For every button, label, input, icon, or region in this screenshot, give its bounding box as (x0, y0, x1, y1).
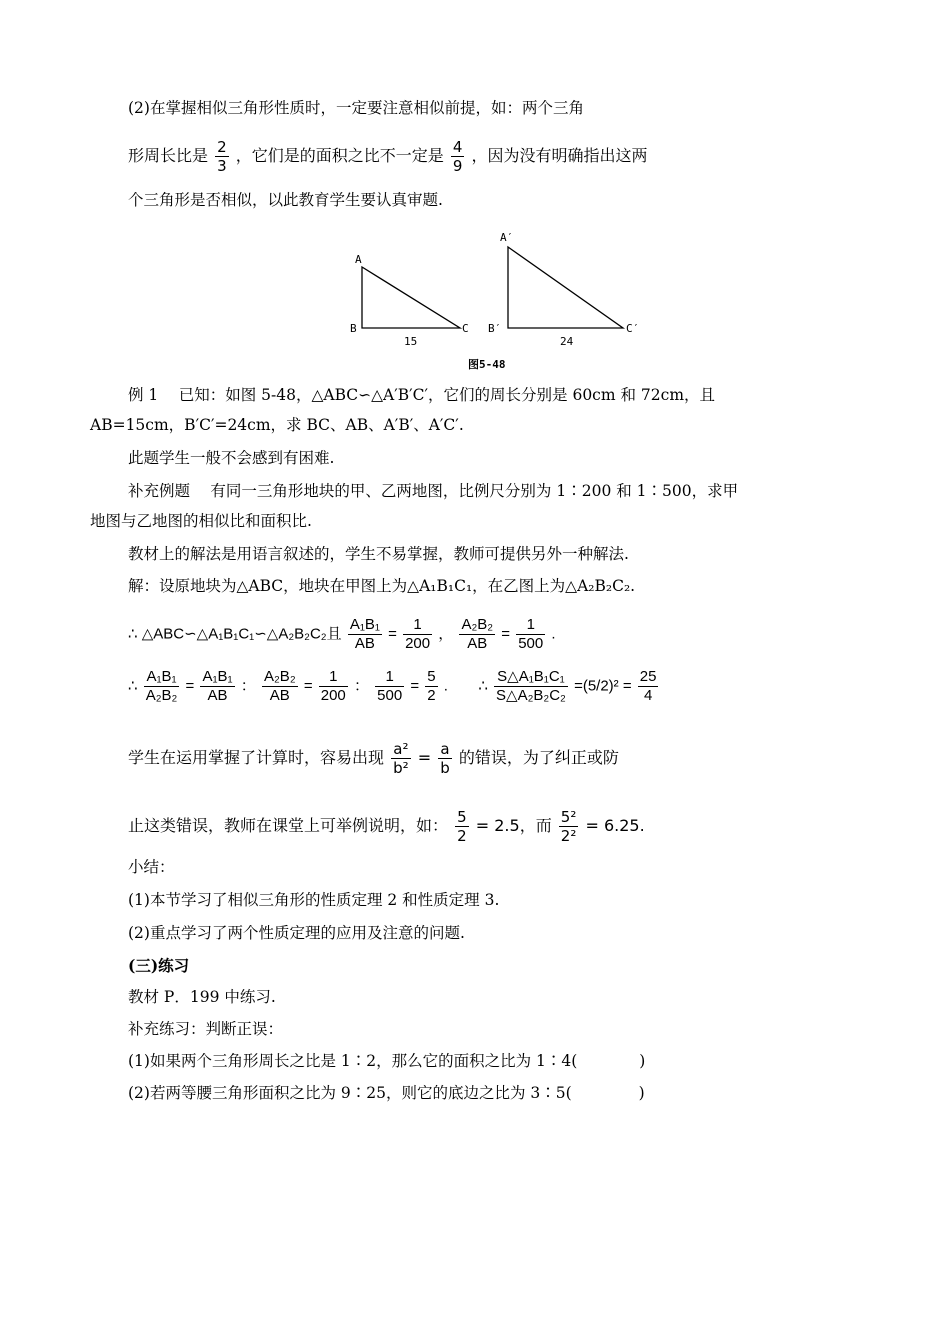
denominator: 2 (457, 827, 467, 845)
denominator: b² (393, 759, 409, 777)
fraction (375, 668, 404, 705)
fraction (559, 808, 579, 845)
fraction (200, 668, 234, 705)
numerator: A₂B₂ (461, 616, 494, 633)
supp-line1: 补充例题 有同一三角形地块的甲、乙两地图，比例尺分别为 1∶200 和 1∶500，求甲 (128, 482, 739, 500)
fraction (403, 616, 432, 653)
supp-line2: 地图与乙地图的相似比和面积比. (90, 512, 312, 530)
para-note-line1: (2)在掌握相似三角形性质时，一定要注意相似前提，如：两个三角 (128, 99, 584, 117)
text: . (551, 625, 556, 643)
text: 止这类错误，教师在课堂上可举例说明，如： (128, 816, 449, 835)
text: = (185, 677, 195, 695)
fraction (494, 668, 568, 705)
text: ， (438, 625, 454, 643)
math-line1 (128, 616, 556, 653)
fraction (262, 668, 298, 705)
text: = (388, 625, 397, 643)
numerator: a (438, 740, 452, 759)
practice-question-2: (2)若两等腰三角形面积之比为 9∶25，则它的底边之比为 3∶5( ) (128, 1084, 645, 1102)
numerator: 5 (457, 808, 467, 826)
denominator: 4 (643, 687, 653, 704)
label-a: A (355, 253, 362, 266)
numerator: 1 (375, 668, 404, 687)
fraction (348, 616, 382, 653)
example1-line3: 此题学生一般不会感到有困难. (128, 449, 335, 467)
fraction (438, 740, 452, 777)
label-side-15: 15 (404, 335, 418, 348)
text: . (443, 677, 448, 695)
text: ： (353, 677, 369, 695)
label-b-prime: B′ (488, 322, 502, 335)
fraction (516, 616, 545, 653)
para-note-line3: 个三角形是否相似，以此教育学生要认真审题. (128, 191, 443, 209)
triangle-abc (362, 267, 460, 328)
denominator: 2 (427, 687, 436, 704)
practice-heading: (三)练习 (128, 956, 190, 975)
summary-item-2: (2)重点学习了两个性质定理的应用及注意的问题. (128, 924, 465, 942)
fraction-4-9 (451, 138, 465, 175)
error-line2 (128, 808, 645, 845)
numerator: 5² (560, 808, 577, 826)
denominator: AB (467, 635, 488, 652)
denominator: AB (269, 687, 290, 704)
practice-line1: 教材 P．199 中练习. (128, 988, 276, 1006)
denominator: 200 (320, 687, 346, 704)
denominator: 500 (518, 635, 544, 652)
denominator: A₂B₂ (145, 687, 178, 704)
denominator: 9 (452, 157, 463, 175)
numerator: 4 (452, 138, 463, 156)
numerator: 2 (217, 138, 227, 156)
label-side-24: 24 (560, 335, 574, 348)
supp-line4: 解：设原地块为△ABC，地块在甲图上为△A₁B₁C₁，在乙图上为△A₂B₂C₂. (128, 577, 636, 595)
label-c: C (462, 322, 469, 335)
denominator: AB (354, 635, 375, 652)
math-line2 (128, 668, 660, 705)
error-line1 (128, 740, 619, 777)
numerator: A₁B₁ (349, 616, 380, 633)
text: = (410, 677, 420, 695)
practice-line2: 补充练习：判断正误： (128, 1020, 284, 1038)
numerator: 1 (516, 616, 545, 635)
label-b: B (350, 322, 357, 335)
fraction (459, 616, 495, 653)
text: ∴ (478, 677, 488, 695)
summary-item-1: (1)本节学习了相似三角形的性质定理 2 和性质定理 3. (128, 891, 500, 909)
text: = 6.25. (585, 816, 645, 835)
text: = (303, 677, 313, 695)
denominator: 2² (560, 827, 577, 845)
fraction (638, 668, 659, 705)
label-c-prime: C′ (626, 322, 640, 335)
figure-5-48 (340, 225, 670, 375)
denominator: b (440, 759, 450, 777)
text: 形周长比是 (128, 146, 209, 165)
para-note-line2 (128, 138, 648, 175)
numerator: 1 (403, 616, 432, 635)
text: 的错误，为了纠正或防 (458, 748, 619, 767)
text: ∴ (128, 677, 138, 695)
denominator: 3 (217, 157, 227, 175)
figure-caption: 图5-48 (468, 358, 506, 371)
text: = (501, 625, 511, 643)
example1-line2: AB=15cm，B′C′=24cm，求 BC、AB、A′B′、A′C′. (90, 416, 464, 434)
numerator: 25 (639, 668, 657, 685)
denominator: S△A₂B₂C₂ (496, 687, 566, 704)
text: ，因为没有明确指出这两 (471, 146, 648, 165)
fraction (425, 668, 437, 705)
summary-title: 小结： (128, 858, 175, 876)
fraction (391, 740, 411, 777)
numerator: 5 (427, 668, 436, 685)
numerator: A₂B₂ (263, 668, 296, 685)
denominator: AB (207, 687, 228, 704)
fraction-2-3 (215, 138, 229, 175)
supp-line3: 教材上的解法是用语言叙述的，学生不易掌握，教师可提供另外一种解法. (128, 545, 629, 563)
text: =(5/2)² = (574, 677, 632, 695)
text: ∴ △ABC∽△A₁B₁C₁∽△A₂B₂C₂且 (128, 625, 342, 643)
text: 学生在运用掌握了计算时，容易出现 (128, 748, 385, 767)
numerator: A₁B₁ (144, 668, 180, 687)
denominator: 500 (377, 687, 403, 704)
numerator: 1 (319, 668, 348, 687)
numerator: A₁B₁ (202, 668, 233, 685)
practice-question-1: (1)如果两个三角形周长之比是 1∶2，那么它的面积之比为 1∶4( ) (128, 1052, 646, 1070)
fraction (319, 668, 348, 705)
text: ，它们是的面积之比不一定是 (235, 146, 444, 165)
text: ： (240, 677, 256, 695)
denominator: 200 (405, 635, 431, 652)
triangle-a2b2c2 (508, 247, 623, 328)
numerator: a² (391, 740, 411, 759)
fraction (144, 668, 180, 705)
text: = (417, 748, 432, 767)
label-a-prime: A′ (500, 231, 514, 244)
fraction (455, 808, 469, 845)
text: = 2.5，而 (475, 816, 552, 835)
numerator: S△A₁B₁C₁ (494, 668, 568, 687)
example1-line1: 例 1 已知：如图 5-48，△ABC∽△A′B′C′，它们的周长分别是 60cm 和 72cm，且 (128, 386, 716, 404)
